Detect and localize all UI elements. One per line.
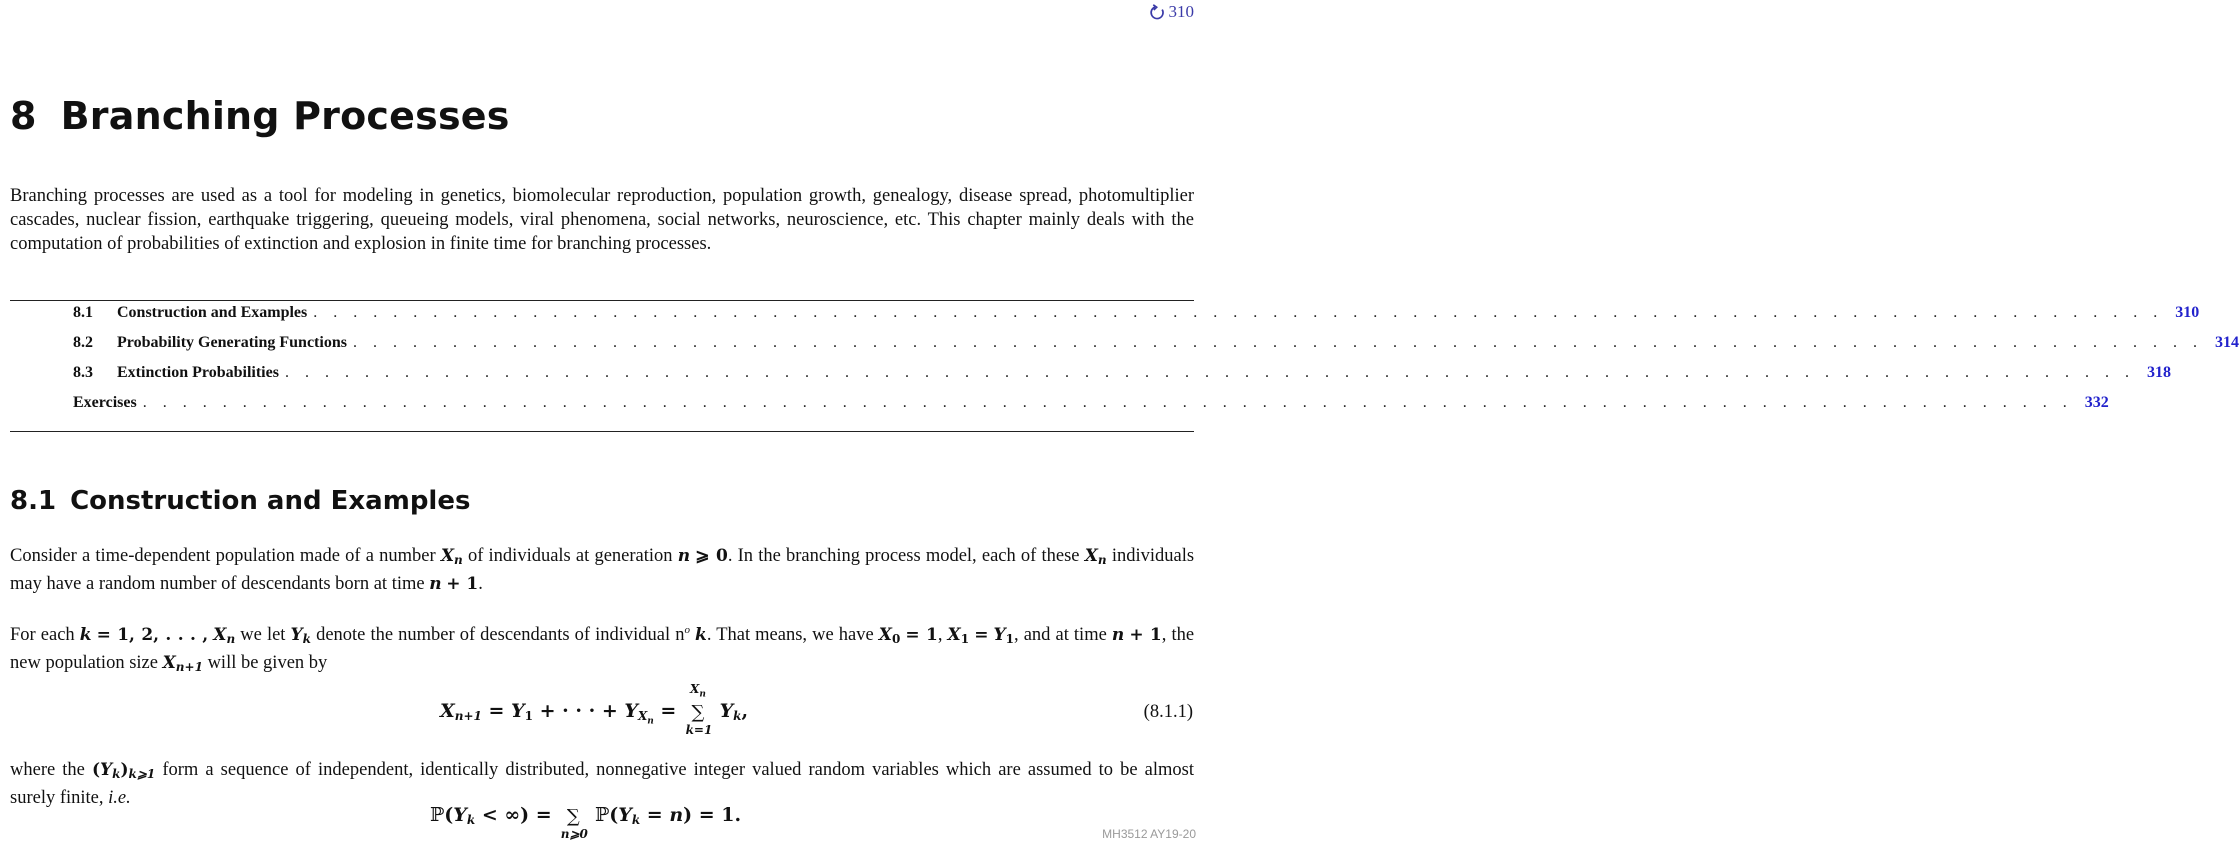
page-number[interactable] — [1149, 2, 1195, 22]
equation-finite: $ℙ(Y_k$ < ∞) = ∑ n⩾0 $ℙ(Y_k = n) = 1$. — [430, 804, 742, 841]
math-xn: $X_n$ — [1084, 546, 1107, 567]
page-number-text: 310 — [1168, 2, 1194, 21]
math-n-plus-1: n — [429, 574, 442, 594]
math-yk: $Y_k$ — [290, 625, 311, 647]
math-xn-plus-1: $X_{n+1}$ — [162, 653, 203, 675]
toc-bottom-rule — [10, 431, 1194, 432]
toc-entry-title: Probability Generating Functions — [117, 334, 347, 351]
toc-entry[interactable] — [73, 334, 2239, 364]
math-yk-sequence: $(Y_k)_{k⩾1}$ — [91, 760, 156, 781]
toc-entry[interactable] — [73, 304, 2200, 334]
toc-entry-number: 8.1 — [73, 304, 93, 321]
paragraph-descendants: For each k = 1, 2, . . . , $X_n$ we let $Y_k$ denote the number of descendants of individual $n^o$ k. That means, we have $X_0 = 1$, $X_1 = Y_1$, and at time n + 1, the new population size $X_{n+1}$ will be given by — [10, 624, 1195, 675]
toc-top-rule — [10, 300, 1194, 301]
math-xn: $X_n$ — [440, 546, 463, 567]
math-n-geq-0: n — [677, 546, 691, 566]
sum-symbol: ∑ n⩾0 — [560, 806, 588, 841]
toc-entry-page-link[interactable]: 332 — [2084, 394, 2109, 411]
section-title-text: Construction and Examples — [70, 486, 471, 516]
course-footer: MH3512 AY19-20 — [1102, 827, 1196, 841]
sum-symbol: $X_n$ ∑ k=1 — [685, 682, 713, 737]
toc-leader: . . . . . . . . . . . . . . . . . . . . . . . . . . . . . . . . . . . . . . . . . . . . . . . . . . . . . . . . . . . . . . . . . . . . . . . . . . . . . . . . . . . . . . . . . . . . . — [284, 364, 2135, 381]
toc-entry[interactable] — [73, 364, 2171, 394]
chapter-title-text: Branching Processes — [60, 94, 510, 138]
toc-entry-number: 8.2 — [73, 334, 93, 351]
toc-entry-title: Exercises — [73, 394, 137, 411]
paragraph-iid: where the $(Y_k)_{k⩾1}$ form a sequence of independent, identically distributed, nonnegative integer valued random variables which are assumed to be almost surely finite, i.e. — [10, 760, 1195, 808]
chapter-number: 8 — [10, 94, 37, 138]
equation-8-1-1: $X_{n+1} = Y_1$ + · · · + $Y_{X_n}$ = $X_n$ ∑ k=1 $Y_k$, — [440, 682, 749, 737]
toc-entry-number: 8.3 — [73, 364, 93, 381]
section-title — [10, 486, 470, 516]
toc-entry-page-link[interactable]: 314 — [2214, 334, 2239, 351]
toc-entry[interactable] — [73, 394, 2109, 424]
toc-leader: . . . . . . . . . . . . . . . . . . . . . . . . . . . . . . . . . . . . . . . . . . . . . . . . . . . . . . . . . . . . . . . . . . . . . . . . . . . . . . . . . . . . . . . . . . . . . — [352, 334, 2203, 351]
paragraph-population: Consider a time-dependent population made of a number $X_n$ of individuals at generation n ⩾ 0. In the branching process model, each of these $X_n$ individuals may have a random number of descendants born at time n + 1. — [10, 546, 1195, 594]
toc-leader: . . . . . . . . . . . . . . . . . . . . . . . . . . . . . . . . . . . . . . . . . . . . . . . . . . . . . . . . . . . . . . . . . . . . . . . . . . . . . . . . . . . . . . . . . . . . . . . . . — [142, 394, 2073, 411]
math-k-range: k — [79, 625, 92, 646]
math-x1-eq-y1: $X_1$ — [947, 625, 970, 647]
math-x0-eq-1: $X_0$ — [878, 625, 901, 647]
toc-entry-page-link[interactable]: 318 — [2146, 364, 2171, 381]
section-number: 8.1 — [10, 486, 57, 516]
refresh-icon — [1149, 4, 1166, 21]
equation-number: (8.1.1) — [1143, 702, 1193, 722]
toc-entry-title: Construction and Examples — [117, 304, 308, 321]
chapter-toc — [73, 304, 2239, 424]
chapter-title — [10, 94, 510, 138]
toc-entry-page-link[interactable]: 310 — [2175, 304, 2200, 321]
chapter-intro: Branching processes are used as a tool for modeling in genetics, biomolecular reproduction, population growth, genealogy, disease spread, photomultiplier cascades, nuclear fission, earthquake triggering, queueing models, viral phenomena, social networks, neuroscience, etc. This chapter mainly deals with the computation of probabilities of extinction and explosion in finite time for branching processes. — [10, 186, 1194, 254]
toc-entry-title: Extinction Probabilities — [117, 364, 279, 381]
toc-leader: . . . . . . . . . . . . . . . . . . . . . . . . . . . . . . . . . . . . . . . . . . . . . . . . . . . . . . . . . . . . . . . . . . . . . . . . . . . . . . . . . . . . . . . . . . . . . — [313, 304, 2164, 321]
